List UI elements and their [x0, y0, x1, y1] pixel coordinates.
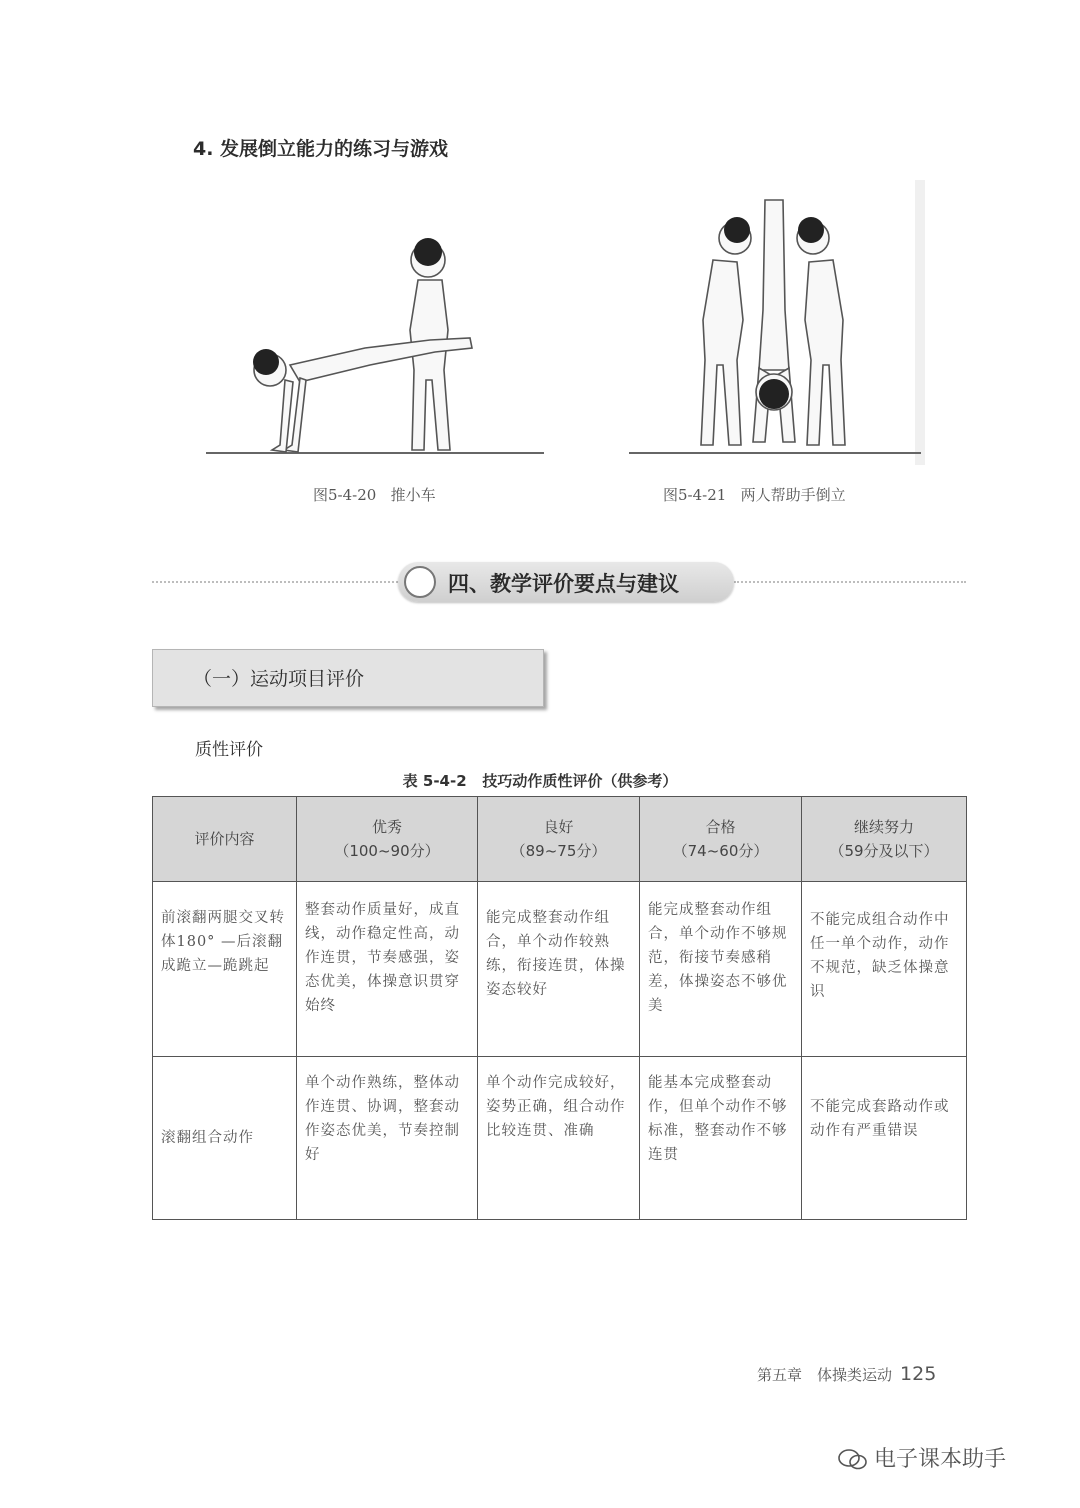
- table-caption: [0, 770, 1080, 791]
- table-cell: 单个动作完成较好，姿势正确，组合动作比较连贯、准确: [478, 1057, 640, 1220]
- watermark-text: 电子课本助手: [874, 1447, 1007, 1472]
- header-cell: 合格 （74~60分）: [640, 797, 802, 882]
- page-footer: [757, 1363, 936, 1385]
- caption-number: 图5-4-20: [313, 486, 377, 504]
- figure-push-cart: [200, 230, 550, 465]
- divider-right: [734, 581, 966, 583]
- table-caption-text: 技巧动作质性评价（供参考）: [482, 772, 678, 790]
- caption-text: 推小车: [390, 486, 436, 504]
- table-row: [153, 1057, 967, 1220]
- section-header: [398, 562, 734, 602]
- table-cell: 不能完成套路动作或动作有严重错误: [802, 1057, 967, 1220]
- caption-number: 图5-4-21: [663, 486, 727, 504]
- caption-text: 两人帮助手倒立: [740, 486, 846, 504]
- section-title: 四、教学评价要点与建议: [448, 572, 679, 596]
- table-row: [153, 882, 967, 1057]
- subsection-title: （一）运动项目评价: [193, 668, 365, 690]
- table-header-row: [153, 797, 967, 882]
- header-cell: 良好 （89~75分）: [478, 797, 640, 882]
- qualitative-title: 质性评价: [195, 740, 263, 760]
- figure-caption-1: [313, 484, 436, 505]
- figure-assisted-handstand: [625, 180, 925, 465]
- header-cell: 评价内容: [153, 797, 297, 882]
- table-caption-number: 表 5-4-2: [402, 772, 467, 790]
- table-cell: 单个动作熟练，整体动作连贯、协调，整套动作姿态优美，节奏控制好: [297, 1057, 478, 1220]
- header-cell: 优秀 （100~90分）: [297, 797, 478, 882]
- figure-caption-2: [663, 484, 846, 505]
- table-cell: 能基本完成整套动作，但单个动作不够标准，整套动作不够连贯: [640, 1057, 802, 1220]
- section-icon: [404, 566, 436, 598]
- wechat-icon: [838, 1449, 868, 1471]
- watermark: [838, 1442, 1006, 1473]
- table-cell: 前滚翻两腿交叉转体180° —后滚翻成跪立—跪跳起: [153, 882, 297, 1057]
- table-cell: 不能完成组合动作中任一单个动作，动作不规范，缺乏体操意识: [802, 882, 967, 1057]
- evaluation-table: [152, 796, 967, 1220]
- table-cell: 滚翻组合动作: [153, 1057, 297, 1220]
- chapter-label: 第五章 体操类运动: [757, 1366, 893, 1384]
- page-number: 125: [900, 1363, 937, 1385]
- exercise-subheading: 4. 发展倒立能力的练习与游戏: [193, 138, 449, 160]
- table-cell: 整套动作质量好，成直线，动作稳定性高，动作连贯，节奏感强，姿态优美，体操意识贯穿始终: [297, 882, 478, 1057]
- table-cell: 能完成整套动作组合，单个动作不够规范，衔接节奏感稍差，体操姿态不够优美: [640, 882, 802, 1057]
- subsection-box: [152, 649, 544, 707]
- divider-left: [152, 581, 398, 583]
- header-cell: 继续努力 （59分及以下）: [802, 797, 967, 882]
- table-cell: 能完成整套动作组合，单个动作较熟练，衔接连贯，体操姿态较好: [478, 882, 640, 1057]
